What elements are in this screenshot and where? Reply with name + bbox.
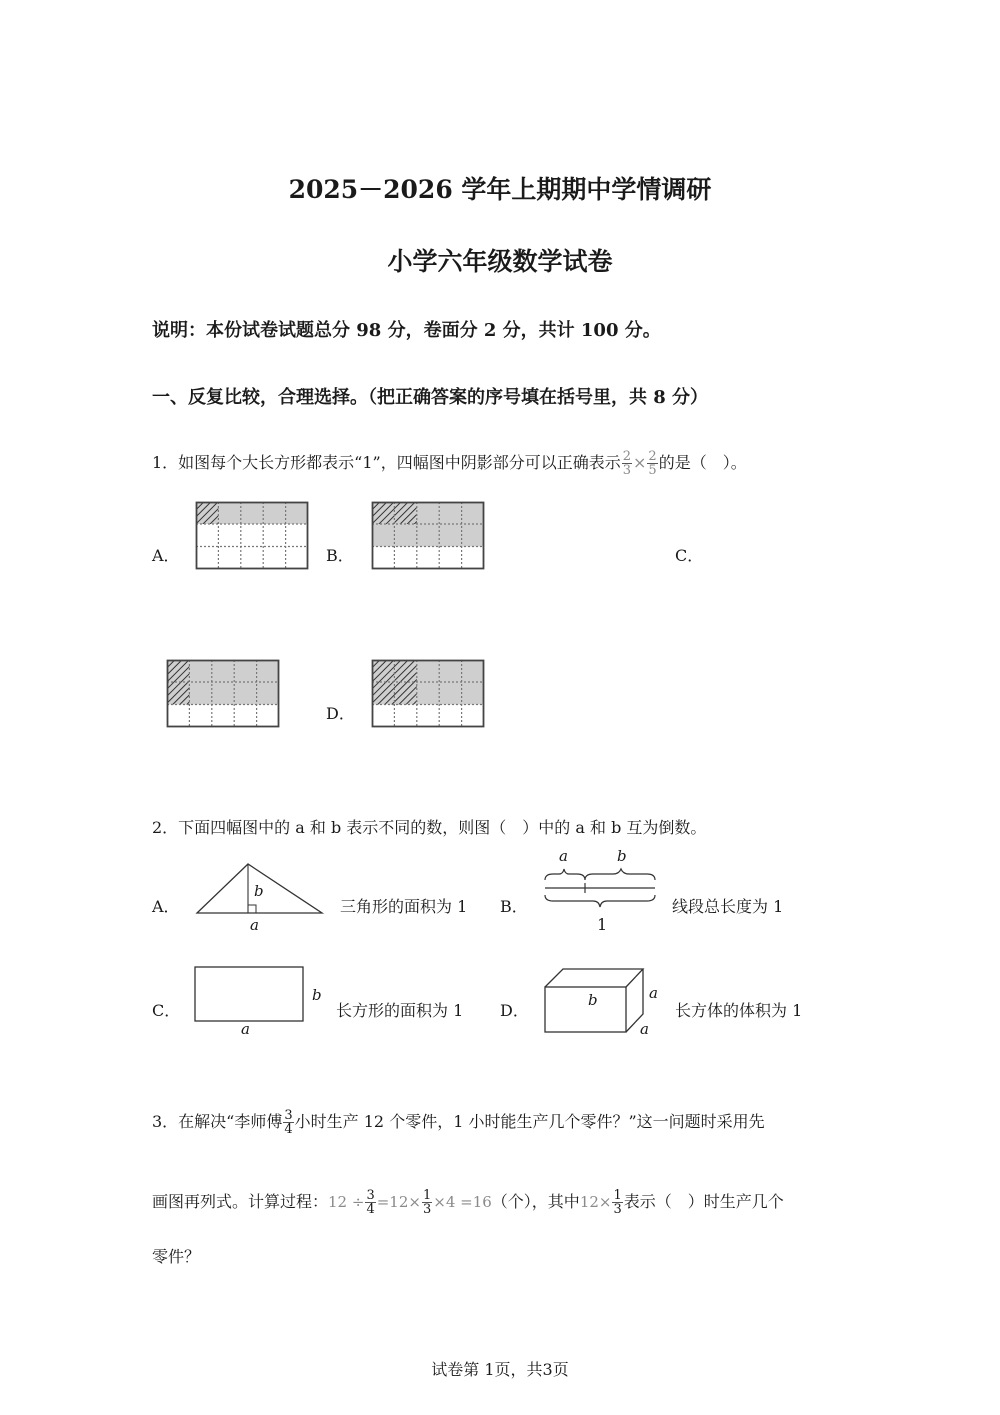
q2-option-b-label: B． (500, 897, 528, 916)
q1-option-b-label: B． (326, 546, 354, 565)
q3-fraction: $\frac{3}{4}$ (284, 1108, 293, 1137)
q1-grid-d (372, 660, 485, 728)
q2-triangle-height-label: b (254, 882, 264, 900)
q3-line1-after: 小时生产 12 个零件，1 小时能生产几个零件？”这一问题时采用先 (294, 1112, 765, 1131)
q2-option-c-label: C． (152, 1001, 181, 1020)
q2-cuboid-front-label: b (588, 991, 598, 1009)
exam-subtitle: 小学六年级数学试卷 (387, 247, 613, 276)
q3-line2-before: 画图再列式。计算过程： (152, 1192, 329, 1211)
q1-text-before: 1．如图每个大长方形都表示“1”，四幅图中阴影部分可以正确表示 (152, 453, 621, 472)
q1-grid-c (167, 660, 280, 728)
q2-segment-total-label: 1 (597, 915, 608, 934)
q3-expr-fraction: $\frac{1}{3}$ (613, 1188, 622, 1217)
q2-cuboid-depth-label: a (640, 1020, 649, 1038)
q3-calc-part2: =12× (376, 1193, 421, 1211)
q2-desc-b: 线段总长度为 1 (672, 897, 784, 916)
q3-line2-after: 表示（ ）时生产几个 (623, 1192, 784, 1211)
q1-fraction-2: $\frac{2}{5}$ (648, 449, 657, 478)
q3-line1-before: 3．在解决“李师傅 (152, 1112, 283, 1131)
q3-line2 (152, 1180, 784, 1224)
q1-stem (152, 443, 747, 483)
q3-calc-part1: 12 ÷ (328, 1193, 365, 1211)
q3-expr-part1: 12× (579, 1193, 612, 1211)
q2-triangle-base-label: a (250, 916, 259, 934)
q1-option-a-label: A． (152, 546, 180, 565)
q3-calc-fraction-1: $\frac{3}{4}$ (366, 1188, 375, 1217)
page-footer: 试卷第 1页，共3页 (431, 1360, 569, 1379)
q2-cuboid-height-label: a (649, 984, 658, 1002)
q1-grid-a (196, 502, 309, 570)
q2-desc-d: 长方体的体积为 1 (675, 1001, 803, 1020)
q2-rectangle-length-label: a (241, 1020, 250, 1038)
q2-segment-a-label: a (559, 847, 568, 865)
q2-segment-b-label: b (617, 847, 627, 865)
q1-times: × (633, 453, 647, 472)
q2-rectangle-figure (194, 966, 306, 1024)
q2-desc-c: 长方形的面积为 1 (336, 1001, 464, 1020)
q2-desc-a: 三角形的面积为 1 (340, 897, 468, 916)
q3-line3: 零件？ (152, 1247, 201, 1266)
q2-rectangle-width-label: b (312, 986, 322, 1004)
q2-option-a-label: A． (152, 897, 180, 916)
q3-calc-fraction-2: $\frac{1}{3}$ (422, 1188, 432, 1217)
q1-text-after: 的是（ ）。 (658, 453, 747, 472)
exam-note: 说明：本份试卷试题总分 98 分，卷面分 2 分，共计 100 分。 (152, 320, 661, 341)
q3-line2-mid: （个），其中 (491, 1192, 580, 1211)
q1-option-c-label: C． (675, 546, 704, 565)
q1-fraction-1: $\frac{2}{3}$ (622, 449, 632, 478)
q1-grid-b (372, 502, 485, 570)
q3-line1 (152, 1100, 765, 1144)
section-heading: 一、反复比较，合理选择。（把正确答案的序号填在括号里，共 8 分） (152, 387, 709, 408)
q2-segment-figure (543, 866, 659, 910)
exam-title: 2025－2026 学年上期期中学情调研 (288, 175, 712, 204)
q2-option-d-label: D． (500, 1001, 529, 1020)
q2-stem: 2．下面四幅图中的 a 和 b 表示不同的数，则图（ ）中的 a 和 b 互为倒数。 (152, 818, 707, 837)
q1-option-d-label: D． (326, 704, 355, 723)
q3-calc-part3: ×4 =16 (433, 1193, 492, 1211)
